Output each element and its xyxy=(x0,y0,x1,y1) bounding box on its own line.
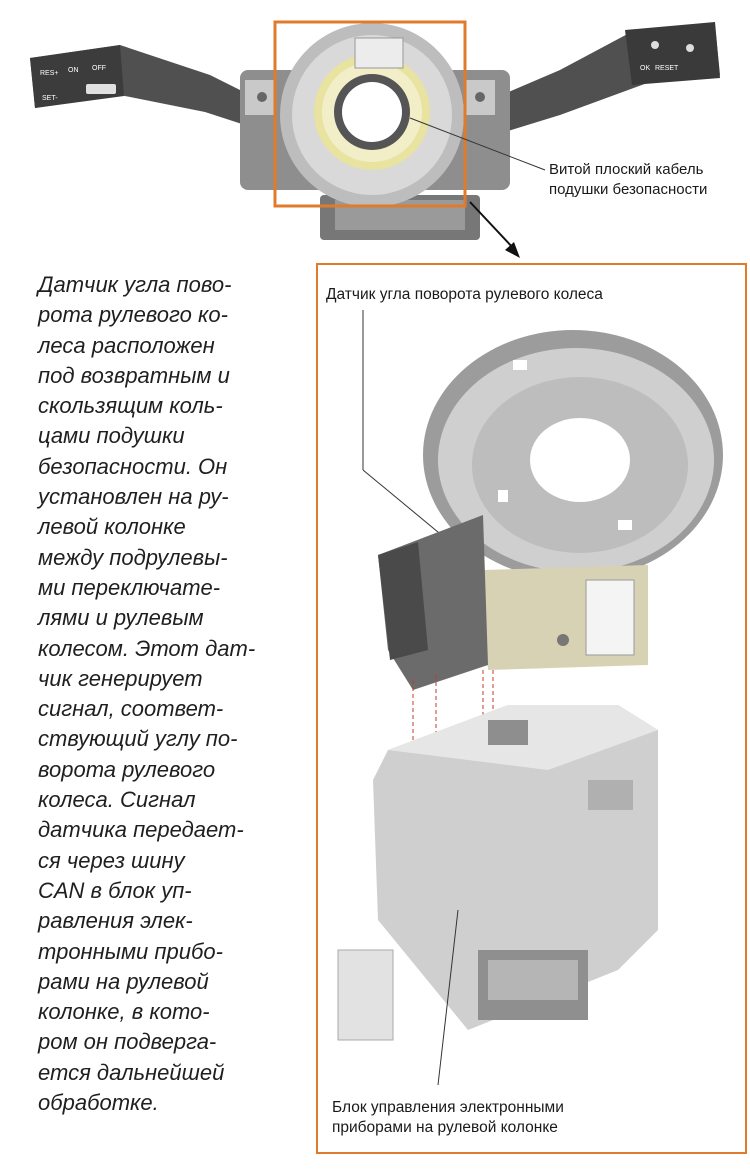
body-text-line: рами на рулевой xyxy=(38,968,209,994)
body-text-line: обработке. xyxy=(38,1090,159,1116)
body-text-line: колеса. Сигнал xyxy=(38,787,196,813)
body-text-line: лями и рулевым xyxy=(38,605,204,631)
body-text-line: Датчик угла пово- xyxy=(38,272,232,297)
stalk-ok-label: OK xyxy=(640,65,651,72)
left-stalk xyxy=(30,45,250,125)
stalk-res-label: RES+ xyxy=(40,70,59,77)
body-text-line: ром он подверга- xyxy=(38,1029,217,1055)
right-stalk xyxy=(490,22,720,135)
body-text-line: колонке, в кото- xyxy=(38,999,210,1025)
body-text-line: леса расположен xyxy=(38,332,215,358)
body-text-line: тронными прибо- xyxy=(38,938,223,964)
body-text-line: колесом. Этот дат- xyxy=(38,635,256,661)
coiled-cable-label-line2: подушки безопасности xyxy=(549,181,708,198)
detail-illustration xyxy=(318,310,744,1100)
body-text-line: безопасности. Он xyxy=(38,453,228,479)
switch-module-illustration xyxy=(0,0,750,260)
body-text-line: скользящим коль- xyxy=(38,393,223,419)
body-text-line: между подрулевы- xyxy=(38,544,228,570)
control-unit-label xyxy=(332,1098,564,1138)
control-unit-label-line2: приборами на рулевой колонке xyxy=(332,1119,558,1136)
control-unit xyxy=(338,705,658,1085)
body-text-line: чик генерирует xyxy=(38,665,203,691)
steering-angle-sensor xyxy=(378,330,723,690)
sensor-label: Датчик угла поворота рулевого колеса xyxy=(326,286,603,303)
coiled-cable-label xyxy=(549,160,707,200)
body-text-line: цами подушки xyxy=(38,423,185,449)
body-text-line: ми переключате- xyxy=(38,574,221,600)
body-text-line: CAN в блок уп- xyxy=(38,877,192,903)
body-text-line: установлен на ру- xyxy=(38,484,229,510)
body-text-line: ся через шину xyxy=(38,847,185,873)
control-unit-label-line1: Блок управления электронными xyxy=(332,1099,564,1116)
body-text-line: сигнал, соответ- xyxy=(38,696,224,722)
stalk-set-label: SET- xyxy=(42,95,58,102)
body-text-line: рота рулевого ко- xyxy=(38,302,228,328)
body-text-line: под возвратным и xyxy=(38,362,230,388)
coiled-cable-label-line1: Витой плоский кабель xyxy=(549,161,704,178)
stalk-reset-label: RESET xyxy=(655,65,679,72)
clock-spring xyxy=(280,23,464,207)
stalk-off-label: OFF xyxy=(92,65,106,72)
body-text-line: ется дальнейшей xyxy=(38,1059,225,1085)
stalk-on-label: ON xyxy=(68,67,79,74)
description-paragraph xyxy=(38,270,288,1118)
body-text-line: ствующий углу по- xyxy=(38,726,238,752)
body-text-line: ворота рулевого xyxy=(38,756,216,782)
body-text-line: равления элек- xyxy=(38,908,193,934)
body-text-line: датчика передает- xyxy=(38,817,244,843)
body-text-line: левой колонке xyxy=(38,514,186,540)
